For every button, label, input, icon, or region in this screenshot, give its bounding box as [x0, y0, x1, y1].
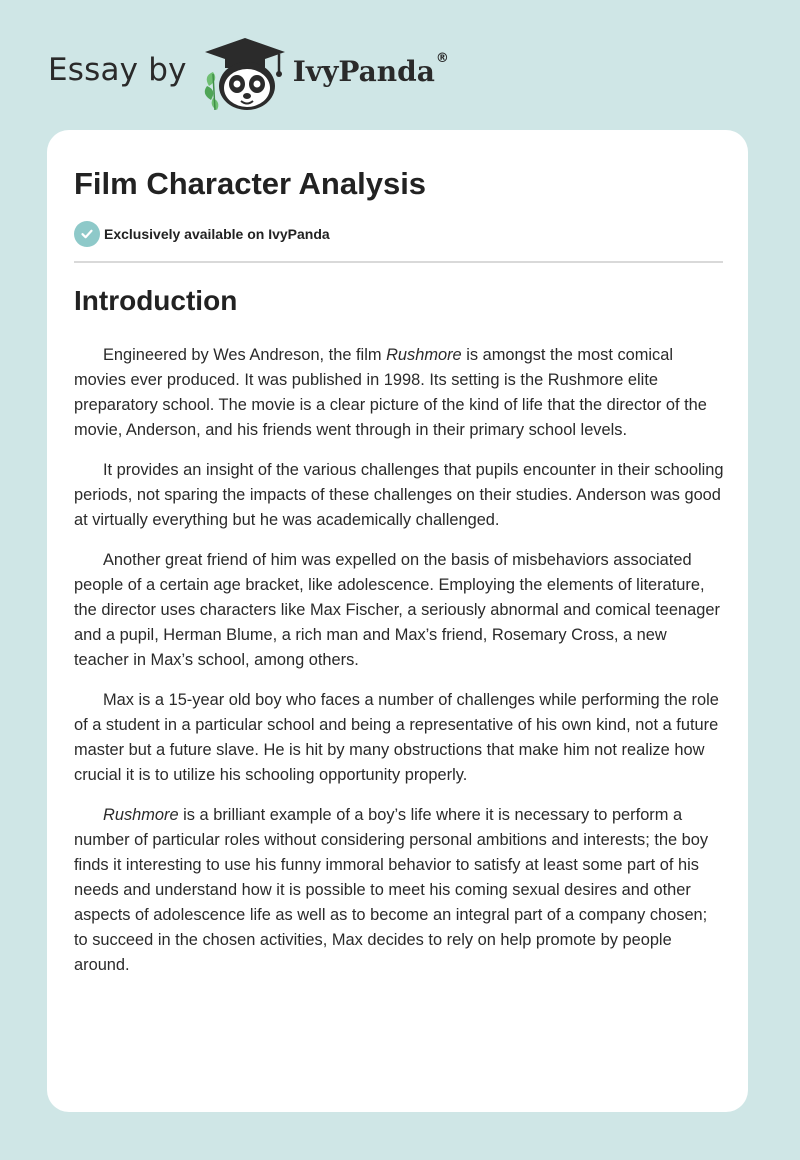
site-header [48, 34, 449, 114]
brand-name: IvyPanda [292, 54, 435, 88]
paragraph-5: Rushmore is a brilliant example of a boy’s life where it is necessary to perform a number of particular roles without considering personal ambitions and interests; the boy finds it interesting to use his funny immoral behavior to satisfy at least some part of his needs and understand how it is possible to meet his coming sexual desires and other aspects of adolescence life as well as to become an integral part of a company chosen; to succeed in the chosen activities, Max decides to rely on help promote by people around. [74, 806, 709, 974]
trademark-symbol: ® [435, 50, 449, 66]
divider [74, 261, 723, 263]
section-heading: Introduction [74, 285, 238, 316]
paragraph-3: Another great friend of him was expelled on the basis of misbehaviors associated people of a certain age bracket, like adolescence. Employing the elements of literature, the director uses characters like Max Fischer, a seriously abnormal and comical teenager and a pupil, Herman Blume, a rich man and Max’s friend, Rosemary Cross, a new teacher in Max’s school, among others. [74, 551, 720, 669]
essay-card [47, 130, 748, 1112]
exclusive-badge [74, 221, 330, 247]
check-icon [74, 221, 100, 247]
essay-body [74, 343, 724, 993]
essay-by-label: Essay by [48, 52, 187, 88]
panda-graduate-icon [199, 36, 291, 112]
paragraph-2: It provides an insight of the various challenges that pupils encounter in their schooling periods, not sparing the impacts of these challenges on their studies. Anderson was good at virtually everything but he was academically challenged. [74, 461, 724, 529]
page-title: Film Character Analysis [74, 166, 427, 201]
paragraph-1: Engineered by Wes Andreson, the film Rushmore is amongst the most comical movies ever produced. It was published in 1998. Its setting is the Rushmore elite preparatory school. The movie is a clear picture of the kind of life that the director of the movie, Anderson, and his friends went through in their primary school levels. [74, 346, 707, 439]
exclusive-badge-text: Exclusively available on IvyPanda [104, 226, 330, 242]
paragraph-4: Max is a 15-year old boy who faces a number of challenges while performing the role of a student in a particular school and being a representative of his own kind, not a future master but a future slave. He is hit by many obstructions that make him not realize how crucial it is to utilize his schooling opportunity properly. [74, 691, 719, 784]
brand-logo-text [292, 50, 449, 88]
